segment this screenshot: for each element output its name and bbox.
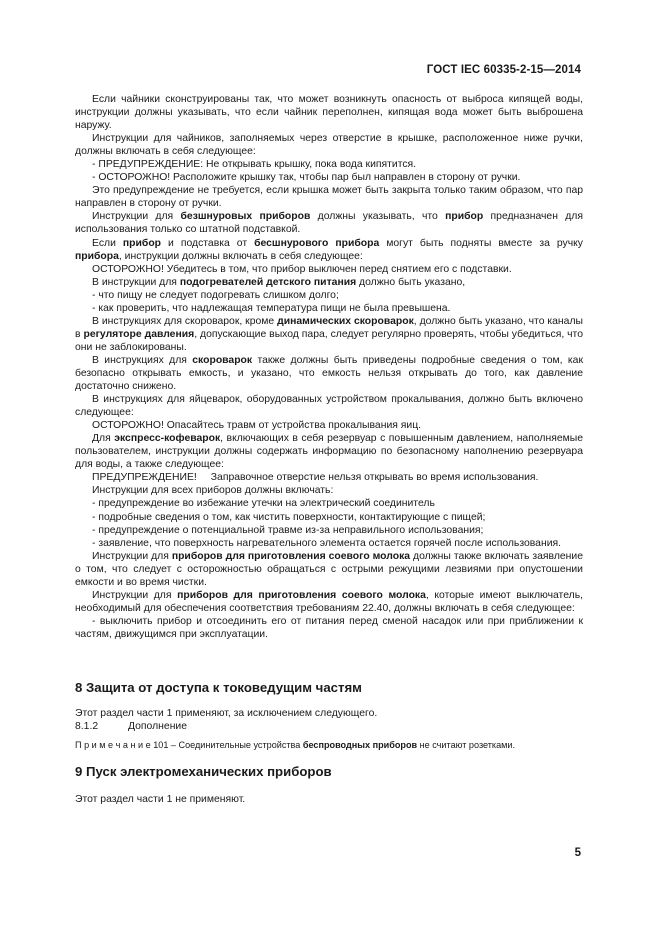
standard-header: ГОСТ IEC 60335-2-15—2014: [426, 64, 581, 76]
paragraph: Если чайники сконструированы так, что может возникнуть опасность от выброса кипящей воды, инструкции должны указывать, что если чайник переполнен, кипящая вода может быть выброшена наружу.: [75, 94, 583, 132]
subclause-number: 8.1.2: [75, 721, 99, 732]
list-item: - что пищу не следует подогревать слишком долго;: [92, 289, 339, 301]
list-item: - предупреждение о потенциальной травме из-за неправильного использования;: [92, 524, 484, 536]
section-9-text: Этот раздел части 1 не применяют.: [75, 794, 246, 805]
paragraph: Если прибор и подставка от бесшнурового прибора могут быть подняты вместе за ручку прибора, инструкции должны включать в себя следующее:: [75, 237, 583, 262]
paragraph: Инструкции для безшнуровых приборов должны указывать, что прибор предназначен для использования только со штатной подставкой.: [75, 211, 583, 236]
term: прибор: [122, 237, 162, 249]
warning-text: Заправочное отверстие нельзя открывать во время использования.: [210, 472, 539, 484]
list-item: - предупреждение во избежание утечки на электрический соединитель: [92, 498, 435, 510]
paragraph: ОСТОРОЖНО! Убедитесь в том, что прибор выключен перед снятием его с подставки.: [92, 263, 512, 275]
paragraph: - ОСТОРОЖНО! Расположите крышку так, чтобы пар был направлен в сторону от ручки.: [92, 172, 521, 184]
term: приборов для приготовления соевого молока: [177, 589, 426, 601]
note-label: П р и м е ч а н и е 101 –: [75, 740, 179, 750]
paragraph: Инструкции для приборов для приготовления соевого молока должны также включать заявление о том, что следует с осторожностью обращаться с острыми режущими лезвиями при опустошении емкости и во время чистки.: [75, 550, 583, 588]
list-item: - заявление, что поверхность нагревательного элемента остается горячей после использования.: [92, 537, 562, 549]
warning-label: ПРЕДУПРЕЖДЕНИЕ!: [92, 472, 197, 484]
paragraph: В инструкции для подогревателей детского питания должно быть указано,: [92, 276, 466, 288]
term: приборов для приготовления соевого молока: [171, 550, 411, 562]
paragraph: Инструкции для приборов для приготовления соевого молока, которые имеют выключатель, необходимый для обеспечения соответствия требованиям 22.40, должны включать в себя следующее:: [75, 589, 583, 614]
list-item: - как проверить, что надлежащая температура пищи не была превышена.: [92, 302, 451, 314]
paragraph: Инструкции для чайников, заполняемых через отверстие в крышке, расположенное ниже ручки, должны включать в себя следующее:: [75, 133, 583, 158]
paragraph: Инструкции для всех приборов должны включать:: [92, 485, 334, 497]
paragraph: В инструкциях для скороварок, кроме динамических скороварок, должно быть указано, что каналы в регуляторе давления, допускающие выход пара, следует регулярно проверять, чтобы убедиться, что они не заблокированы.: [75, 315, 583, 353]
section-9-title: 9 Пуск электромеханических приборов: [75, 764, 332, 779]
term: прибор: [445, 211, 484, 223]
paragraph: Для экспресс-кофеварок, включающих в себя резервуар с повышенным давлением, наполняемые пользователем, инструкции должны содержать информацию по безопасному наполнению резервуара для воды, а также следующее:: [75, 433, 583, 471]
paragraph: - ПРЕДУПРЕЖДЕНИЕ: Не открывать крышку, пока вода кипятится.: [92, 159, 417, 171]
warning-line: [75, 471, 583, 484]
term: динамических скороварок: [277, 315, 414, 327]
list-item: - выключить прибор и отсоединить его от питания перед сменой насадок или при приближении к частям, движущимся при эксплуатации.: [75, 615, 583, 640]
list-item: - подробные сведения о том, как чистить поверхности, контактирующие с пищей;: [92, 511, 486, 523]
term: прибора: [75, 250, 119, 262]
term: безшнуровых приборов: [180, 211, 311, 223]
term: экспресс-кофеварок: [114, 433, 221, 445]
section-8-text: Этот раздел части 1 применяют, за исключением следующего.: [75, 708, 378, 719]
paragraph: В инструкциях для яйцеварок, оборудованных устройством прокалывания, должно быть включено следующее:: [75, 394, 583, 419]
term: подогревателей детского питания: [179, 276, 357, 288]
term: беспроводных приборов: [302, 740, 418, 750]
page-number: 5: [574, 847, 581, 859]
instructions-body: [75, 93, 583, 641]
subclause: [75, 721, 187, 732]
section-8-title: 8 Защита от доступа к токоведущим частям: [75, 680, 362, 695]
term: регуляторе давления: [83, 328, 195, 340]
paragraph: Это предупреждение не требуется, если крышка может быть закрыта только таким образом, что пар направлен в сторону от ручки.: [75, 185, 583, 210]
subclause-label: Дополнение: [128, 721, 188, 732]
term: бесшнурового прибора: [254, 237, 380, 249]
note: П р и м е ч а н и е 101 – Соединительные устройства беспроводных приборов не считают розетками.: [75, 740, 516, 750]
paragraph: ОСТОРОЖНО! Опасайтесь травм от устройства прокалывания яиц.: [92, 420, 422, 432]
term: скороварок: [192, 354, 253, 366]
paragraph: В инструкциях для скороварок также должны быть приведены подробные сведения о том, как безопасно открывать емкость, и указано, что емкость нельзя открывать до того, как давление достаточно снижено.: [75, 354, 583, 393]
